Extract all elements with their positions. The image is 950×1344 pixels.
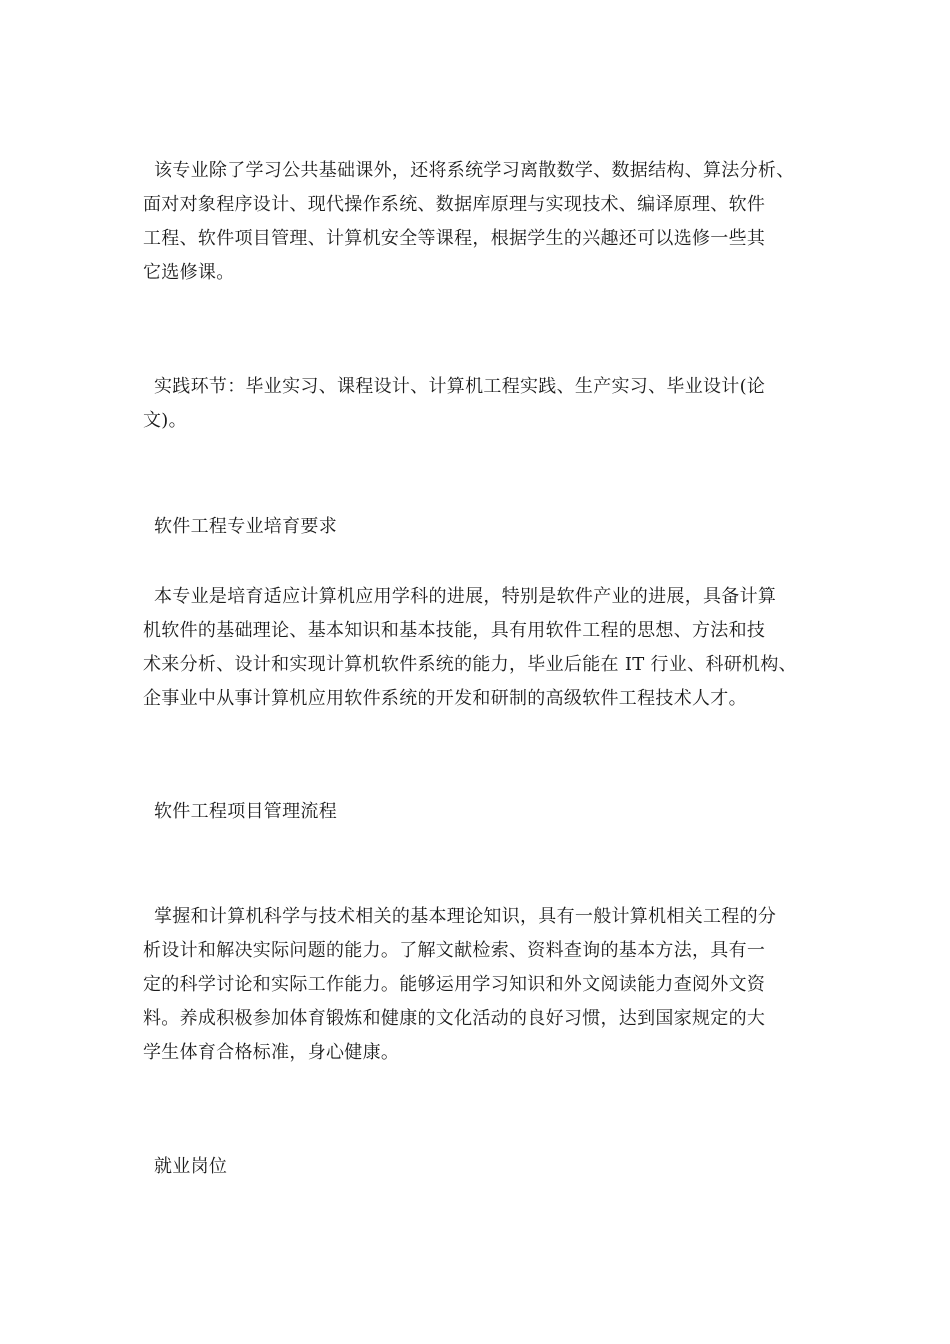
- heading-text: 软件工程专业培育要求: [154, 516, 337, 537]
- text-line: 析设计和解决实际问题的能力。了解文献检索、资料查询的基本方法，具有一: [143, 940, 766, 961]
- text-line: 面对对象程序设计、现代操作系统、数据库原理与实现技术、编译原理、软件: [143, 194, 766, 215]
- text-line: 掌握和计算机科学与技术相关的基本理论知识，具有一般计算机相关工程的分: [154, 906, 777, 927]
- paragraph-objectives: [143, 580, 823, 716]
- text-line: 学生体育合格标准，身心健康。: [143, 1042, 400, 1063]
- heading-text: 软件工程项目管理流程: [154, 801, 337, 822]
- text-line: 本专业是培育适应计算机应用学科的进展，特别是软件产业的进展，具备计算: [154, 586, 777, 607]
- text-line: 它选修课。: [143, 262, 235, 283]
- section-heading-requirements: [143, 510, 823, 544]
- text-line: 术来分析、设计和实现计算机软件系统的能力，毕业后能在 IT 行业、科研机构、: [143, 654, 797, 675]
- text-line: 定的科学讨论和实际工作能力。能够运用学习知识和外文阅读能力查阅外文资: [143, 974, 766, 995]
- heading-text: 就业岗位: [154, 1156, 228, 1177]
- paragraph-practice: [143, 370, 823, 438]
- section-heading-process: [143, 795, 823, 829]
- text-line: 文)。: [143, 410, 187, 431]
- paragraph-abilities: [143, 900, 823, 1070]
- text-line: 该专业除了学习公共基础课外，还将系统学习离散数学、数据结构、算法分析、: [154, 160, 795, 181]
- section-heading-jobs: [143, 1150, 823, 1184]
- text-line: 机软件的基础理论、基本知识和基本技能，具有用软件工程的思想、方法和技: [143, 620, 766, 641]
- text-line: 料。养成积极参加体育锻炼和健康的文化活动的良好习惯，达到国家规定的大: [143, 1008, 766, 1029]
- text-line: 工程、软件项目管理、计算机安全等课程，根据学生的兴趣还可以选修一些其: [143, 228, 766, 249]
- text-line: 实践环节：毕业实习、课程设计、计算机工程实践、生产实习、毕业设计(论: [154, 376, 766, 397]
- text-line: 企事业中从事计算机应用软件系统的开发和研制的高级软件工程技术人才。: [143, 688, 747, 709]
- paragraph-courses: [143, 154, 823, 290]
